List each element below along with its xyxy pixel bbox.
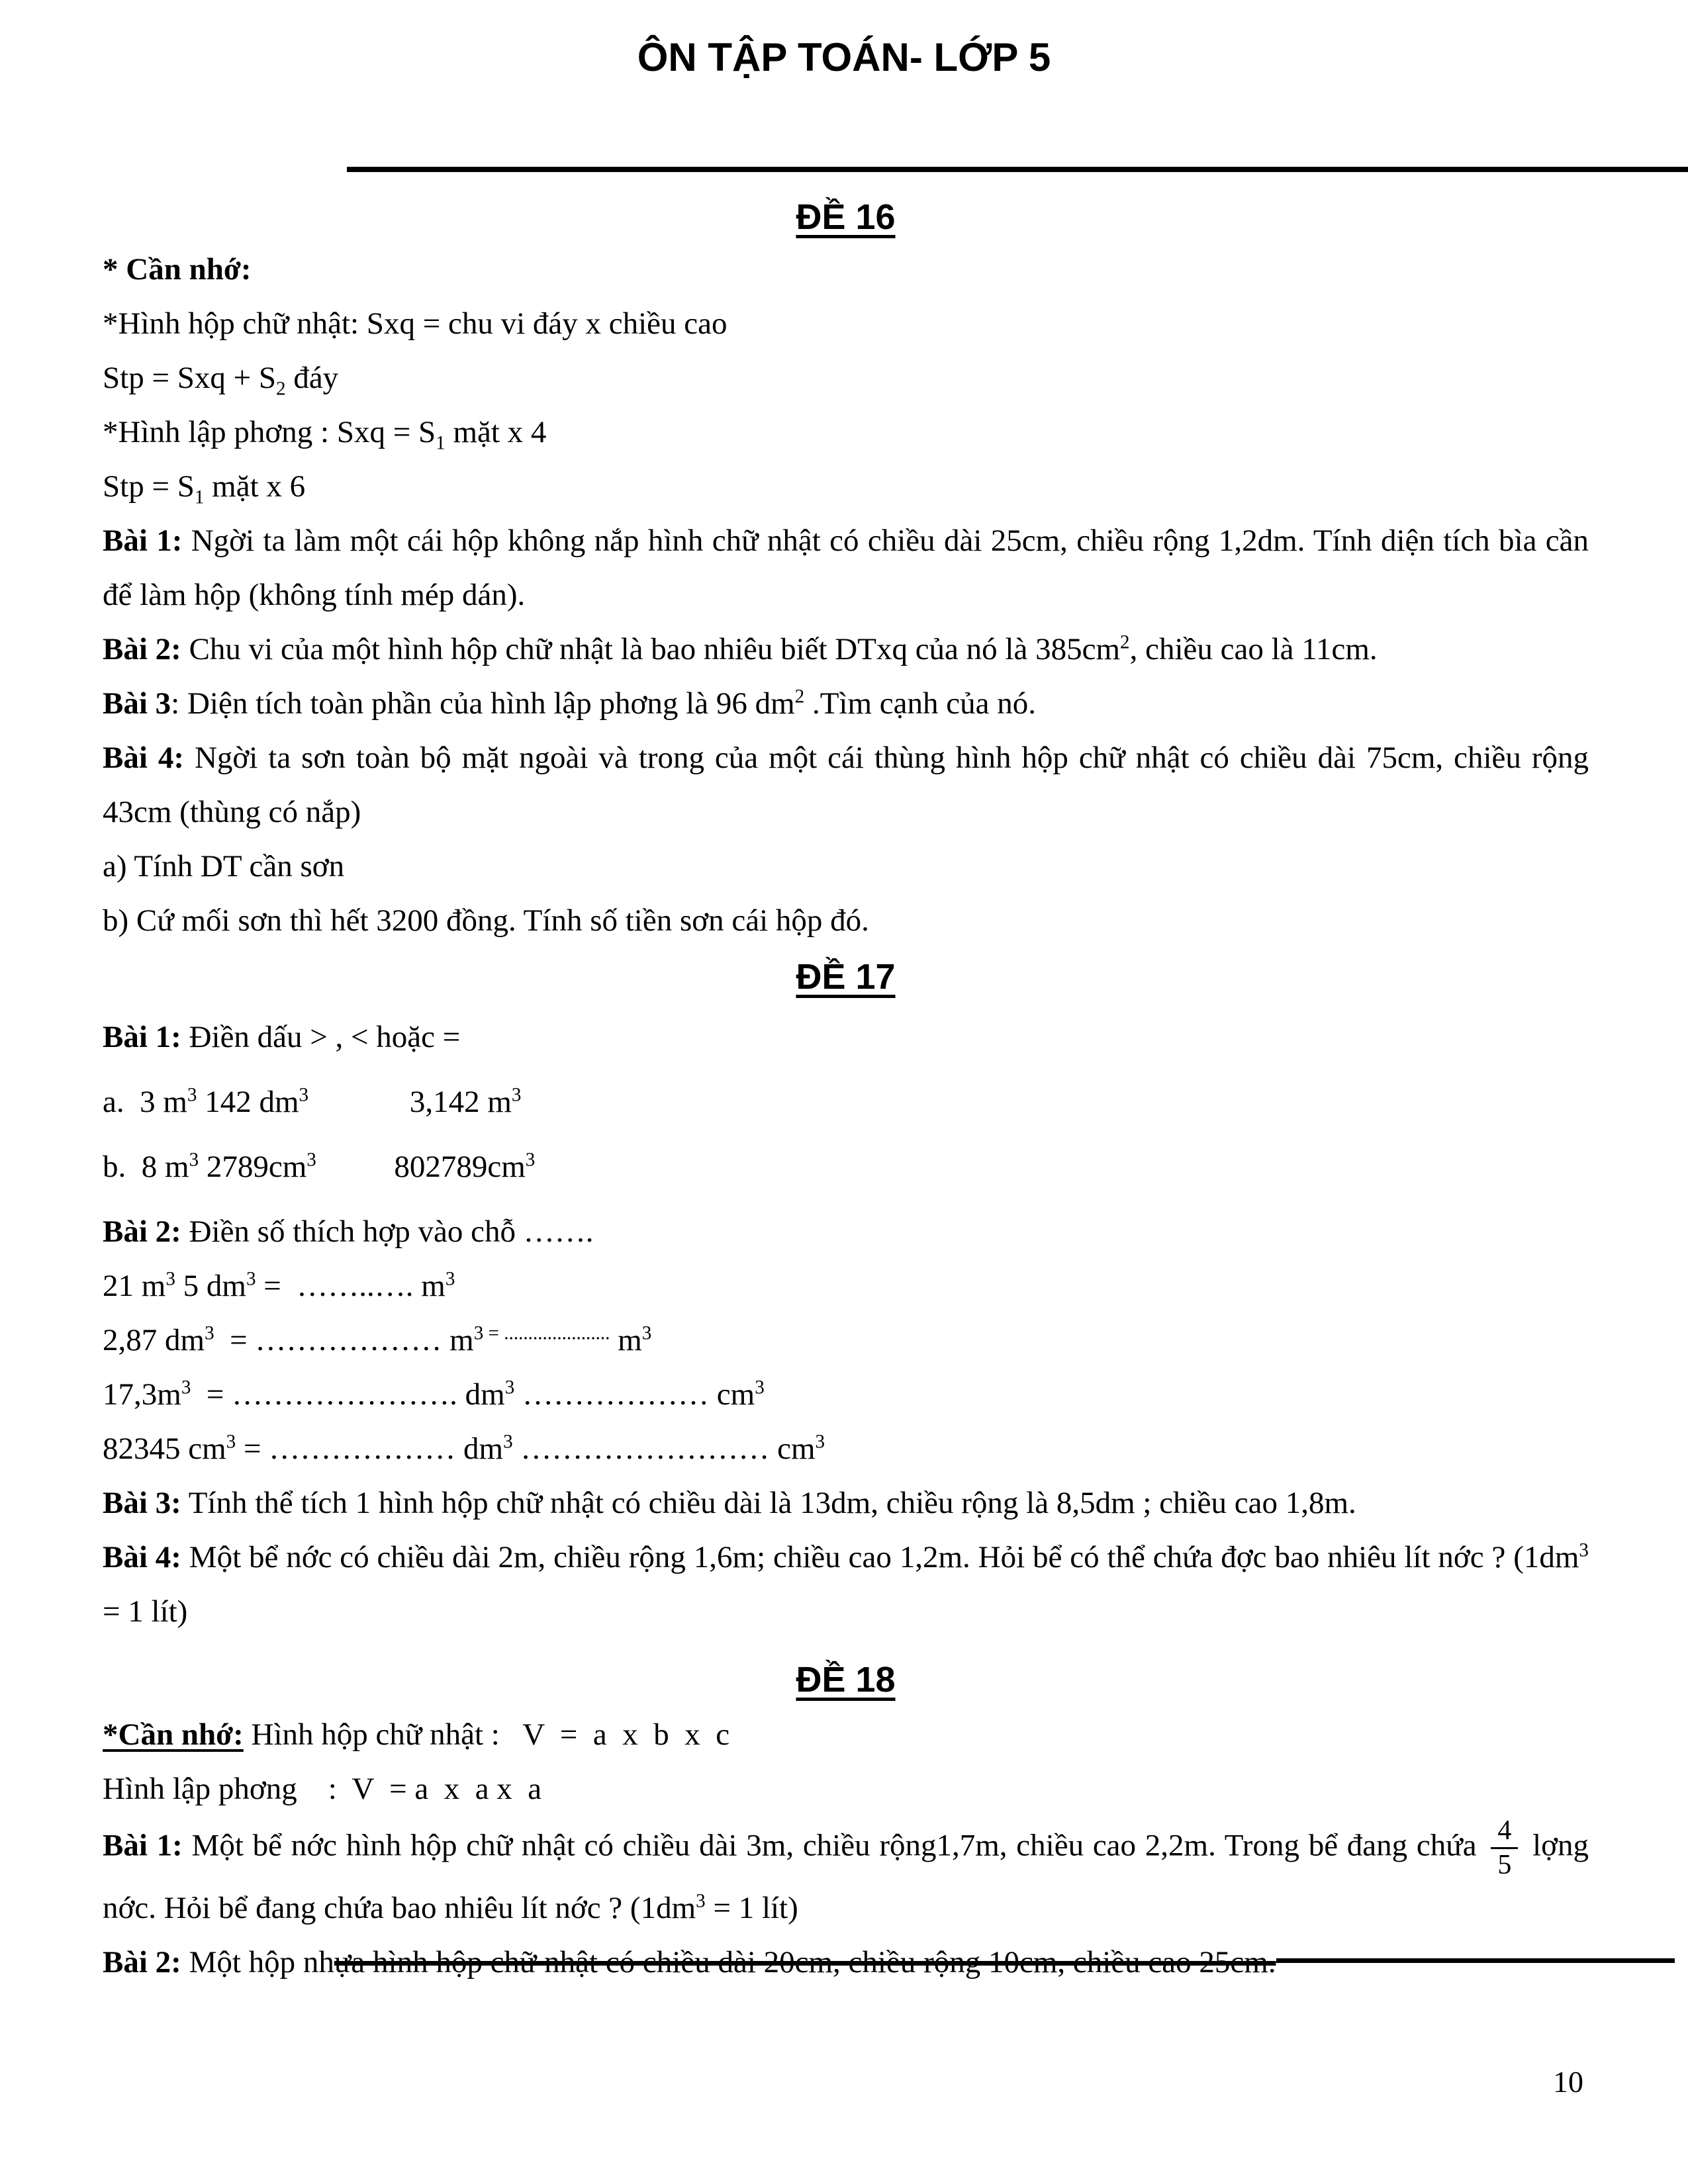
- text-segment: Bài 4:: [103, 1540, 181, 1574]
- text-line: [103, 839, 1589, 893]
- text-line: [103, 1762, 1589, 1816]
- text-segment: 3: [445, 1268, 455, 1290]
- page-number: 10: [1553, 2065, 1583, 2099]
- section-heading-de-17: ĐỀ 17: [796, 957, 896, 997]
- text-line: [103, 459, 1589, 514]
- text-segment: 3: [1579, 1539, 1589, 1561]
- text-segment: 21 m: [103, 1269, 166, 1303]
- text-segment: * Cần nhớ:: [103, 252, 252, 287]
- text-line: [103, 1205, 1589, 1259]
- text-line: [103, 1530, 1589, 1639]
- text-segment: Bài 4:: [103, 741, 185, 775]
- section-de-16: [103, 199, 1589, 948]
- text-segment: Stp = S: [103, 469, 195, 504]
- text-line: [103, 1367, 1589, 1422]
- text-line: [103, 1816, 1589, 1935]
- text-segment: = ......................: [483, 1322, 610, 1344]
- text-segment: m: [610, 1323, 642, 1357]
- text-segment: Bài 1:: [103, 1828, 183, 1863]
- text-segment: , chiều cao là 11cm.: [1129, 632, 1378, 666]
- section-body-de-16: [103, 242, 1589, 948]
- text-segment: đáy: [285, 361, 339, 395]
- text-segment: Ngời ta sơn toàn bộ mặt ngoài và trong của một cái thùng hình hộp chữ nhật có chiều dài 75cm, chiều rộng 43cm (thùng có nắp): [103, 741, 1589, 829]
- text-segment: 2: [1120, 631, 1130, 653]
- text-segment: 82345 cm: [103, 1432, 226, 1466]
- text-line: [103, 1476, 1589, 1530]
- text-segment: = 1 lít): [103, 1594, 188, 1629]
- text-line: [103, 622, 1589, 676]
- text-segment: 3: [755, 1377, 765, 1398]
- text-line: [103, 351, 1589, 405]
- text-segment: Chu vi của một hình hộp chữ nhật là bao nhiêu biết DTxq của nó là 385cm: [181, 632, 1121, 666]
- section-de-17: [103, 958, 1589, 1639]
- text-segment: 3: [246, 1268, 256, 1290]
- text-segment: 5 dm: [175, 1269, 246, 1303]
- text-segment: 3: [525, 1149, 536, 1171]
- text-segment: Bài 1:: [103, 1020, 181, 1054]
- text-segment: = ……………… dm: [236, 1432, 504, 1466]
- page-title: ÔN TẬP TOÁN- LỚP 5: [637, 35, 1051, 79]
- text-segment: mặt x 4: [445, 415, 547, 449]
- text-segment: Bài 3:: [103, 1486, 181, 1520]
- text-segment: Bài 3: [103, 686, 171, 721]
- text-line: [103, 676, 1589, 731]
- header-rule: [347, 167, 1688, 172]
- text-line: [103, 296, 1589, 351]
- text-segment: 1: [194, 486, 205, 508]
- text-segment: …………………… cm: [512, 1432, 816, 1466]
- text-segment: Ngời ta làm một cái hộp không nắp hình chữ nhật có chiều dài 25cm, chiều rộng 1,2dm. Tính diện tích bìa cần để làm hộp (không tính mép dán).: [103, 523, 1589, 612]
- text-segment: Tính thể tích 1 hình hộp chữ nhật có chiều dài là 13dm, chiều rộng là 8,5dm ; chiều cao 1,8m.: [181, 1486, 1356, 1520]
- text-line: [103, 1707, 1589, 1762]
- text-segment: Hình lập phơng : V = a x a x a: [103, 1772, 542, 1806]
- section-body-de-17: [103, 1010, 1589, 1639]
- text-line: [103, 405, 1589, 459]
- text-segment: 3: [473, 1322, 484, 1344]
- text-segment: 3: [187, 1084, 197, 1106]
- text-segment: 3: [696, 1890, 706, 1912]
- text-segment: 3: [504, 1377, 515, 1398]
- text-segment: 3: [189, 1149, 199, 1171]
- fraction: $\frac{4}{5}$: [1491, 1816, 1518, 1881]
- text-segment: Stp = Sxq + S: [103, 361, 276, 395]
- text-segment: Bài 2:: [103, 632, 181, 666]
- text-line: [103, 1313, 1589, 1367]
- text-line: [103, 731, 1589, 839]
- text-segment: Điền dấu > , < hoặc =: [181, 1020, 461, 1054]
- text-segment: *Hình hộp chữ nhật: Sxq = chu vi đáy x chiều cao: [103, 306, 727, 341]
- text-segment: 142 dm: [197, 1085, 299, 1119]
- text-segment: a) Tính DT cần sơn: [103, 849, 345, 884]
- strikethrough-extension-line: [1276, 1958, 1675, 1963]
- section-heading-de-18: ĐỀ 18: [796, 1660, 896, 1700]
- text-segment: 1: [436, 432, 445, 454]
- text-segment: *Hình lập phơng : Sxq = S: [103, 415, 436, 449]
- text-segment: Bài 2:: [103, 1214, 181, 1249]
- text-segment: 3: [503, 1431, 513, 1453]
- text-segment: 3: [511, 1084, 522, 1106]
- text-segment: = ……………… m: [214, 1323, 474, 1357]
- section-body-de-18: [103, 1707, 1589, 1989]
- text-segment: 3: [226, 1431, 236, 1453]
- text-segment: mặt x 6: [204, 469, 306, 504]
- text-segment: = …………………. dm: [191, 1377, 505, 1412]
- text-line: [103, 1422, 1589, 1476]
- text-segment: Bài 2:: [103, 1944, 181, 1979]
- text-segment: lợng nớc. Hỏi bể đang chứa bao nhiêu lít nớc ? (1dm: [103, 1828, 1589, 1925]
- text-segment: b) Cứ mối sơn thì hết 3200 đồng. Tính số tiền sơn cái hộp đó.: [103, 903, 869, 938]
- text-segment: 3: [815, 1431, 825, 1453]
- text-line: [103, 1075, 1589, 1129]
- text-segment: .Tìm cạnh của nó.: [804, 686, 1036, 721]
- text-segment: 3,142 m: [308, 1085, 512, 1119]
- text-segment: Một bể nớc có chiều dài 2m, chiều rộng 1,6m; chiều cao 1,2m. Hỏi bể có thể chứa đợc bao nhiêu lít nớc ? (1dm: [181, 1540, 1579, 1574]
- text-segment: a. 3 m: [103, 1085, 187, 1119]
- text-segment: = ……..…. m: [256, 1269, 445, 1303]
- section-heading-de-16: ĐỀ 16: [796, 197, 896, 237]
- text-segment: Một bể nớc hình hộp chữ nhật có chiều dài 3m, chiều rộng1,7m, chiều cao 2,2m. Trong bể đang chứa: [182, 1828, 1486, 1863]
- text-segment: Hình hộp chữ nhật : V = a x b x c: [243, 1717, 730, 1752]
- text-segment: 3: [641, 1322, 652, 1344]
- text-segment: ……………… cm: [514, 1377, 755, 1412]
- text-line: [103, 893, 1589, 948]
- text-line: [103, 1010, 1589, 1064]
- text-segment: 3: [165, 1268, 175, 1290]
- text-segment: 802789cm: [316, 1150, 526, 1184]
- text-segment: 3: [205, 1322, 214, 1344]
- text-segment: Điền số thích hợp vào chỗ …….: [181, 1214, 594, 1249]
- text-segment: *Cần nhớ:: [103, 1717, 244, 1752]
- text-segment: ựa hình hộp chữ nhật có chiều dài 20cm, chiều rộng 10cm, chiều cao 25cm.: [334, 1944, 1276, 1979]
- text-segment: 2: [794, 686, 805, 707]
- text-segment: 3: [299, 1084, 309, 1106]
- text-segment: 3: [306, 1149, 316, 1171]
- document-content: [0, 199, 1688, 1989]
- text-segment: = 1 lít): [705, 1890, 798, 1925]
- text-segment: Một hộp nh: [181, 1944, 334, 1979]
- text-segment: 3: [181, 1377, 191, 1398]
- text-segment: : Diện tích toàn phần của hình lập phơng là 96 dm: [171, 686, 795, 721]
- text-line: [103, 242, 1589, 296]
- text-line: [103, 1140, 1589, 1194]
- text-segment: 2789cm: [199, 1150, 307, 1184]
- text-segment: 2: [276, 378, 286, 400]
- text-segment: 2,87 dm: [103, 1323, 205, 1357]
- text-line: [103, 514, 1589, 622]
- text-line: [103, 1259, 1589, 1313]
- text-segment: Bài 1:: [103, 523, 183, 558]
- text-line: [103, 1935, 1589, 1989]
- text-segment: 17,3m: [103, 1377, 181, 1412]
- text-segment: b. 8 m: [103, 1150, 189, 1184]
- section-de-18: [103, 1661, 1589, 1989]
